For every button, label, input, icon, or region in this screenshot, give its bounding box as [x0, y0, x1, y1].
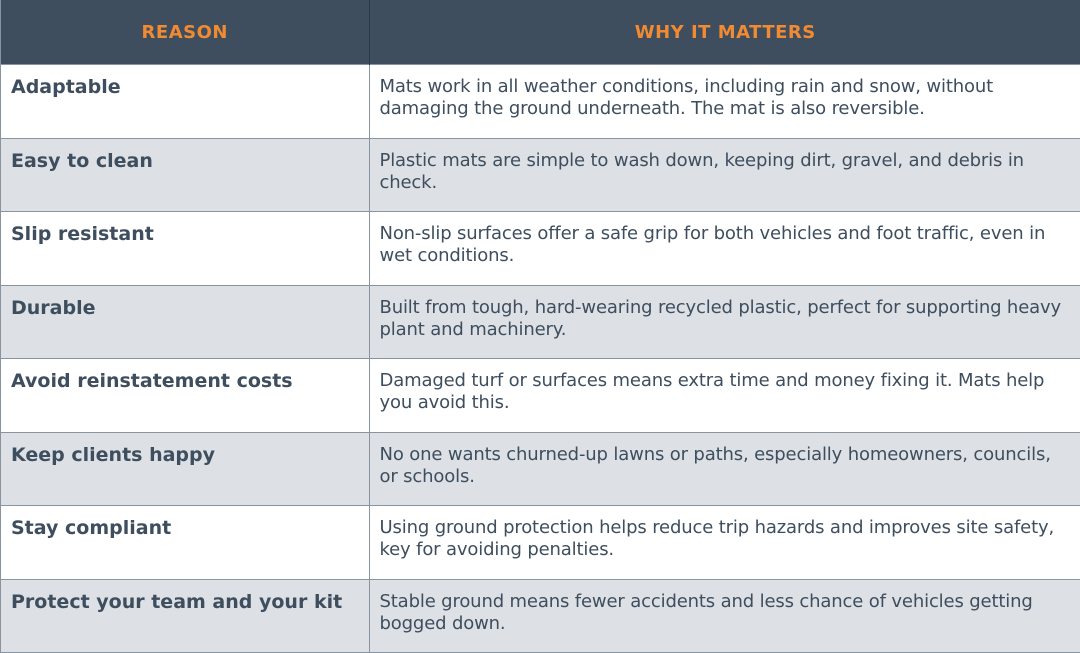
table-row: [1, 285, 1080, 359]
table-row: [1, 138, 1080, 212]
why-cell: [369, 285, 1080, 359]
reason-text: Durable: [11, 296, 96, 319]
reason-text: Easy to clean: [11, 149, 153, 172]
reason-cell: [1, 138, 369, 212]
why-cell: [369, 432, 1080, 506]
why-cell: [369, 138, 1080, 212]
reason-text: Keep clients happy: [11, 443, 216, 466]
table-row: [1, 359, 1080, 433]
why-text: Plastic mats are simple to wash down, keeping dirt, gravel, and debris in check.: [379, 149, 1024, 193]
reason-cell: [1, 65, 369, 139]
table-row: [1, 212, 1080, 286]
why-cell: [369, 506, 1080, 580]
table-row: [1, 506, 1080, 580]
table-header-row: [1, 0, 1080, 65]
column-header-reason: REASON: [1, 0, 369, 65]
why-text: Mats work in all weather conditions, including rain and snow, without damaging the ground underneath. The mat is also reversible.: [379, 76, 994, 119]
reason-cell: [1, 212, 369, 286]
why-cell: [369, 359, 1080, 433]
reason-text: Protect your team and your kit: [11, 590, 343, 613]
reason-cell: [1, 285, 369, 359]
why-cell: [369, 65, 1080, 139]
reason-text: Stay compliant: [11, 517, 172, 539]
reason-text: Avoid reinstatement costs: [11, 370, 293, 392]
column-header-why-it-matters: WHY IT MATTERS: [369, 0, 1080, 65]
table-row: [1, 65, 1080, 139]
reason-cell: [1, 432, 369, 506]
why-text: Built from tough, hard-wearing recycled plastic, perfect for supporting heavy plant and machinery.: [379, 296, 1062, 340]
reason-cell: [1, 359, 369, 433]
why-text: Using ground protection helps reduce trip hazards and improves site safety, key for avoiding penalties.: [379, 517, 1055, 560]
why-text: Damaged turf or surfaces means extra time and money fixing it. Mats help you avoid this.: [379, 370, 1045, 413]
table-row: [1, 432, 1080, 506]
reasons-table: [1, 0, 1080, 653]
table-row: [1, 579, 1080, 653]
why-text: Stable ground means fewer accidents and less chance of vehicles getting bogged down.: [379, 590, 1033, 634]
why-text: No one wants churned-up lawns or paths, especially homeowners, councils, or schools.: [379, 443, 1051, 487]
reason-cell: [1, 506, 369, 580]
why-cell: [369, 212, 1080, 286]
why-text: Non-slip surfaces offer a safe grip for both vehicles and foot traffic, even in wet conditions.: [379, 223, 1046, 266]
reason-cell: [1, 579, 369, 653]
why-cell: [369, 579, 1080, 653]
reason-text: Slip resistant: [11, 223, 154, 245]
reason-text: Adaptable: [11, 76, 121, 98]
